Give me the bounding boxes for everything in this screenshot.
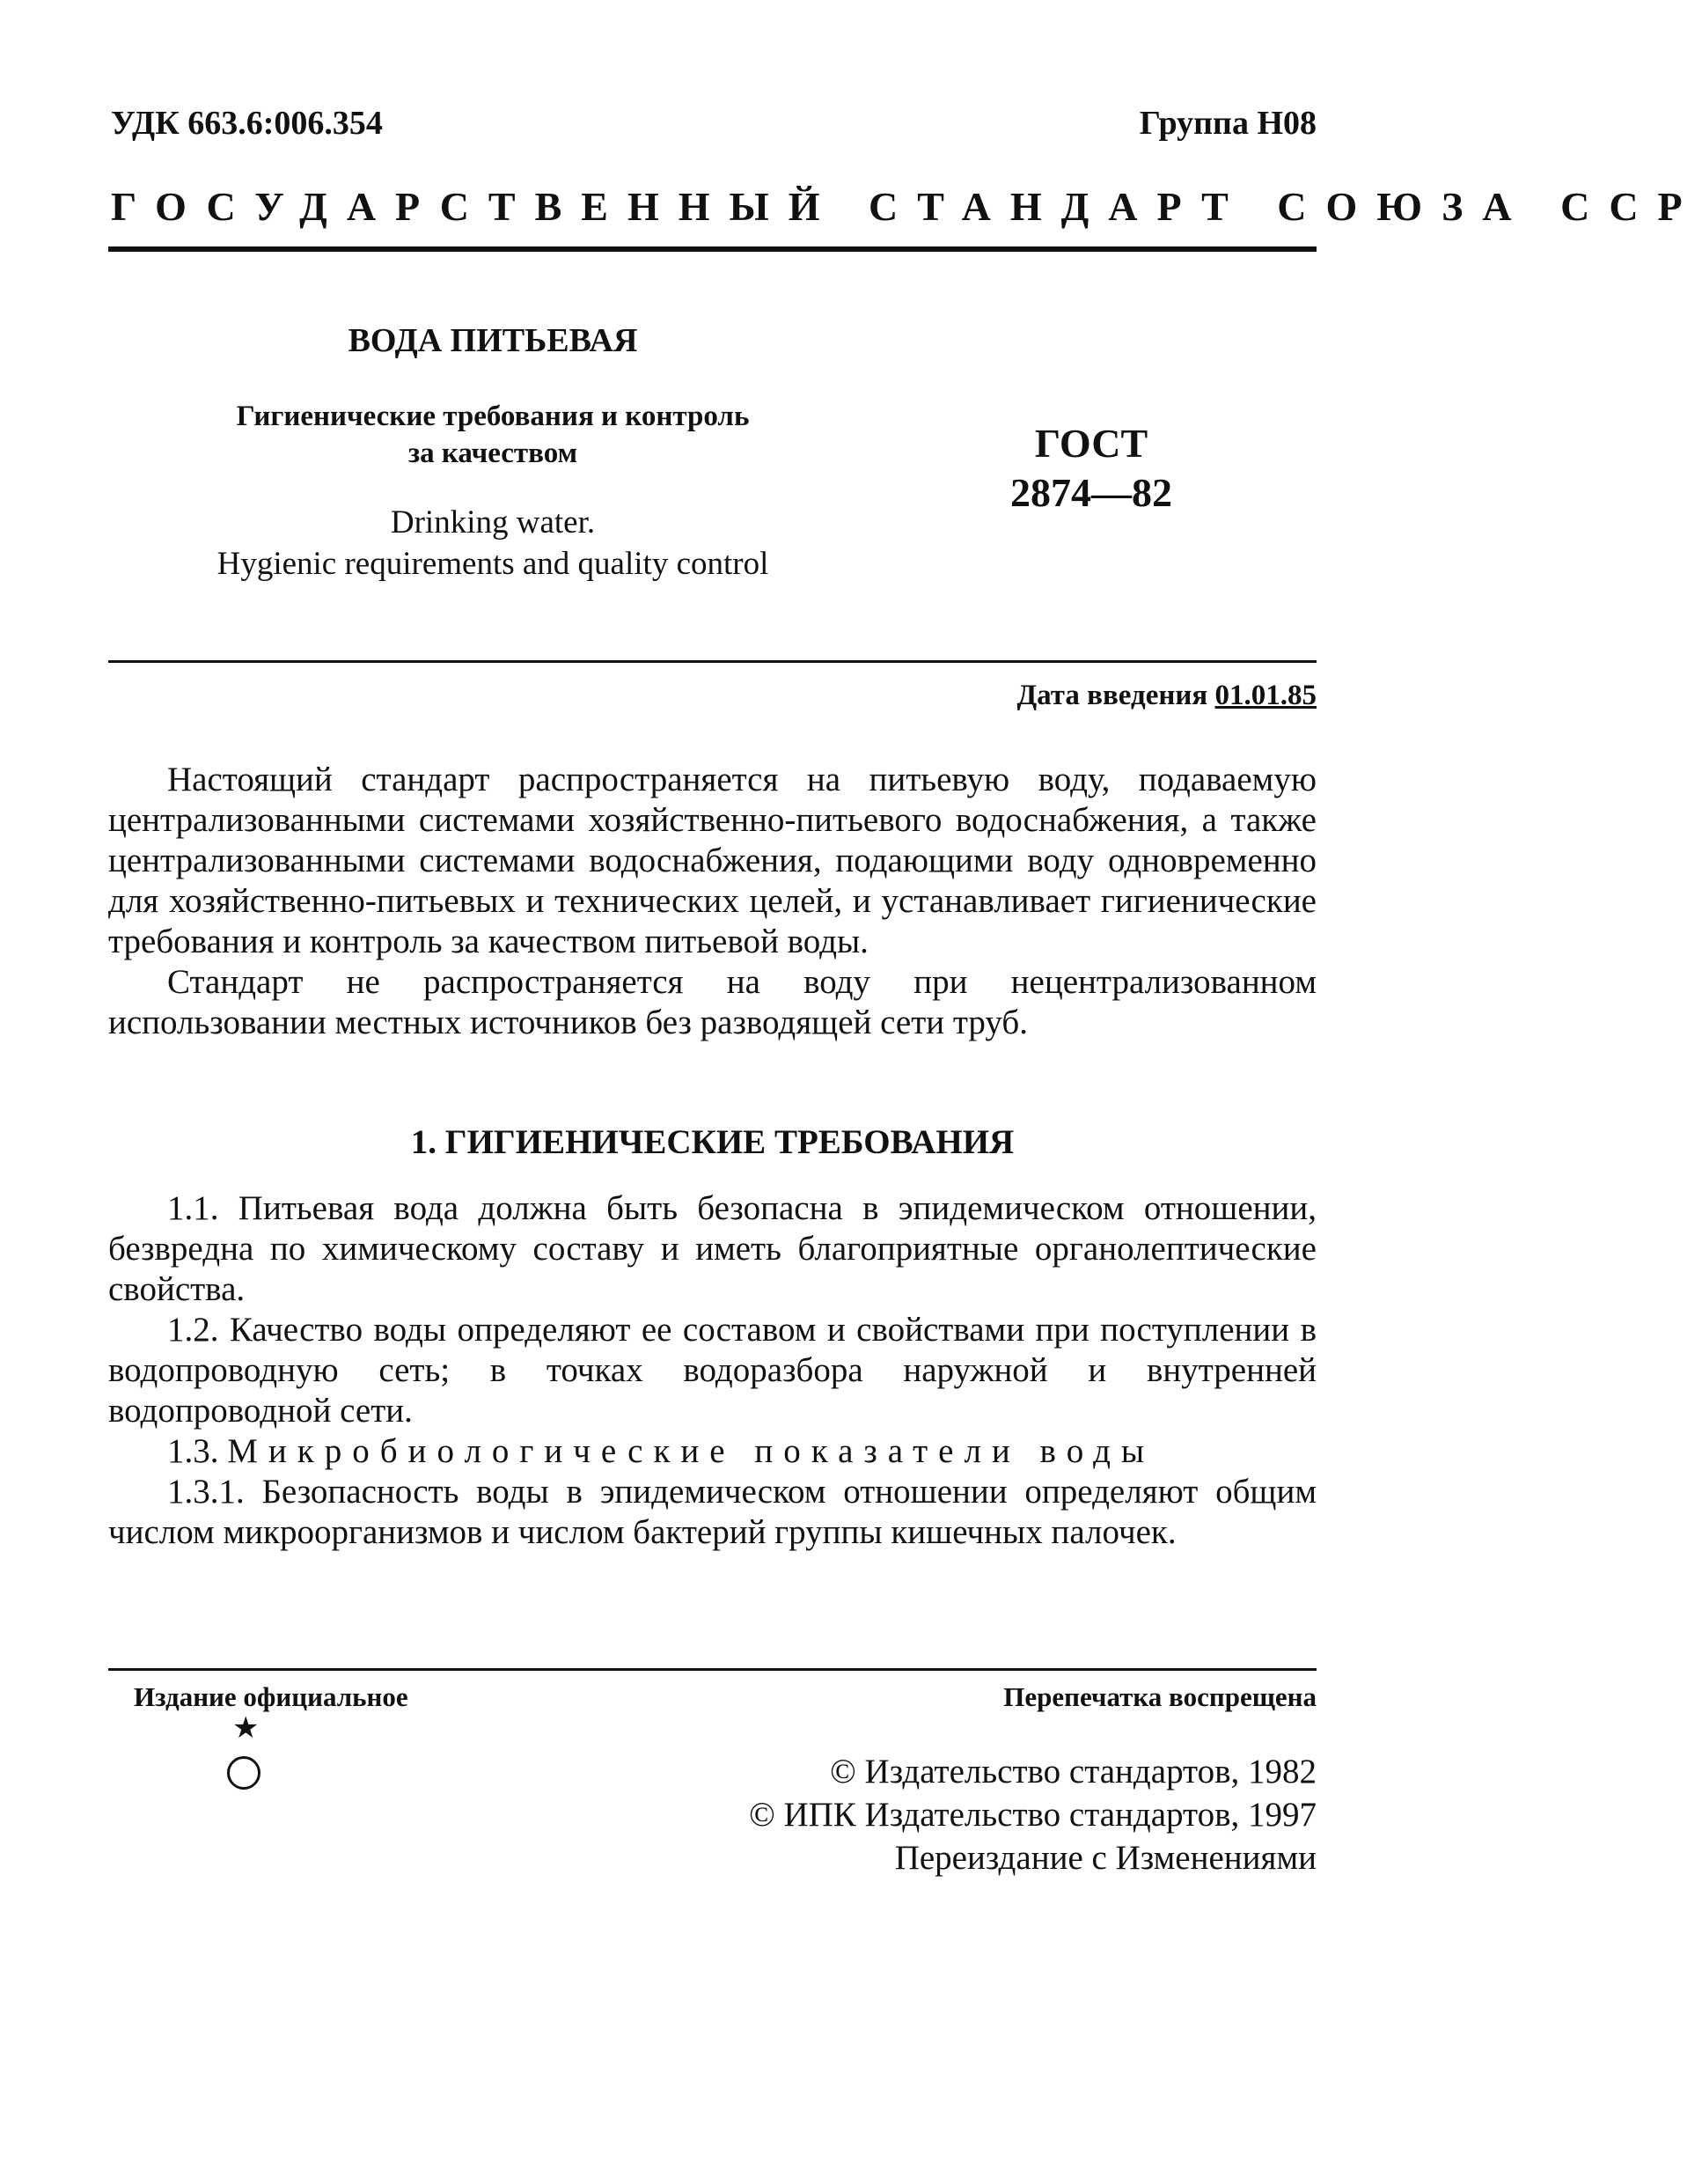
clause-1-3-number: 1.3. [167, 1432, 219, 1470]
body-intro [108, 760, 1317, 1043]
clause-1-1: 1.1. Питьевая вода должна быть безопасна в эпидемическом отношении, безвредна по химическому составу и иметь благоприятные органолептические свойства. [108, 1189, 1317, 1308]
introduction-date-label: Дата введения [1016, 680, 1208, 711]
header-rule [108, 246, 1317, 252]
introduction-date [1016, 680, 1317, 712]
footer-rule [108, 1668, 1317, 1671]
section-1-body [108, 1188, 1317, 1553]
state-standard-heading: ГОСУДАРСТВЕННЫЙ СТАНДАРТ СОЮЗА ССР [111, 184, 1702, 229]
paragraph-scope: Настоящий стандарт распространяется на питьевую воду, подаваемую централизованными системами хозяйственно-питьевого водоснабжения, а также централизованными системами водоснабжения, подающими воду одновременно для хозяйственно-питьевых и технических целей, и устанавливает гигиенические требования и контроль за качеством питьевой воды. [108, 761, 1317, 960]
group-code: Группа Н08 [1139, 105, 1317, 142]
clause-1-3 [108, 1431, 1317, 1472]
english-title [158, 502, 827, 585]
reprint-prohibited: Перепечатка воспрещена [1003, 1681, 1317, 1712]
copyright-1982: © Издательство стандартов, 1982 [830, 1753, 1317, 1791]
copyright-1997: © ИПК Издательство стандартов, 1997 [749, 1796, 1317, 1834]
paragraph-exclusion: Стандарт не распространяется на воду при нецентрализованном использовании местных источников без разводящей сети труб. [108, 963, 1317, 1041]
section-1-heading: 1. ГИГИЕНИЧЕСКИЕ ТРЕБОВАНИЯ [410, 1123, 1015, 1161]
english-title-line-2: Hygienic requirements and quality control [216, 546, 769, 582]
clause-1-3-title: Микробиологические показатели воды [227, 1432, 1155, 1470]
star-icon: ★ [232, 1712, 260, 1745]
gost-number: 2874—82 [1010, 470, 1172, 515]
udk-code: УДК 663.6:006.354 [111, 105, 383, 142]
reissue-note: Переиздание с Изменениями [894, 1839, 1317, 1877]
title-rule [108, 660, 1317, 663]
english-title-line-1: Drinking water. [390, 504, 596, 540]
document-title: ВОДА ПИТЬЕВАЯ [348, 322, 638, 359]
gost-label: ГОСТ [1034, 421, 1148, 466]
gost-designation [959, 419, 1223, 518]
clause-1-3-1: 1.3.1. Безопасность воды в эпидемическом отношении определяют общим числом микроорганизмов и числом бактерий группы кишечных палочек. [108, 1473, 1317, 1551]
clause-1-2: 1.2. Качество воды определяют ее составом и свойствами при поступлении в водопроводную сеть; в точках водоразбора наружной и внутренней водопроводной сети. [108, 1311, 1317, 1430]
introduction-date-value: 01.01.85 [1214, 680, 1317, 711]
copyright-block [749, 1750, 1317, 1879]
official-edition: Издание официальное [134, 1681, 408, 1712]
subtitle-line-1: Гигиенические требования и контроль [236, 401, 750, 432]
document-subtitle [176, 398, 810, 472]
subtitle-line-2: за качеством [407, 438, 578, 469]
circle-icon [227, 1756, 260, 1790]
